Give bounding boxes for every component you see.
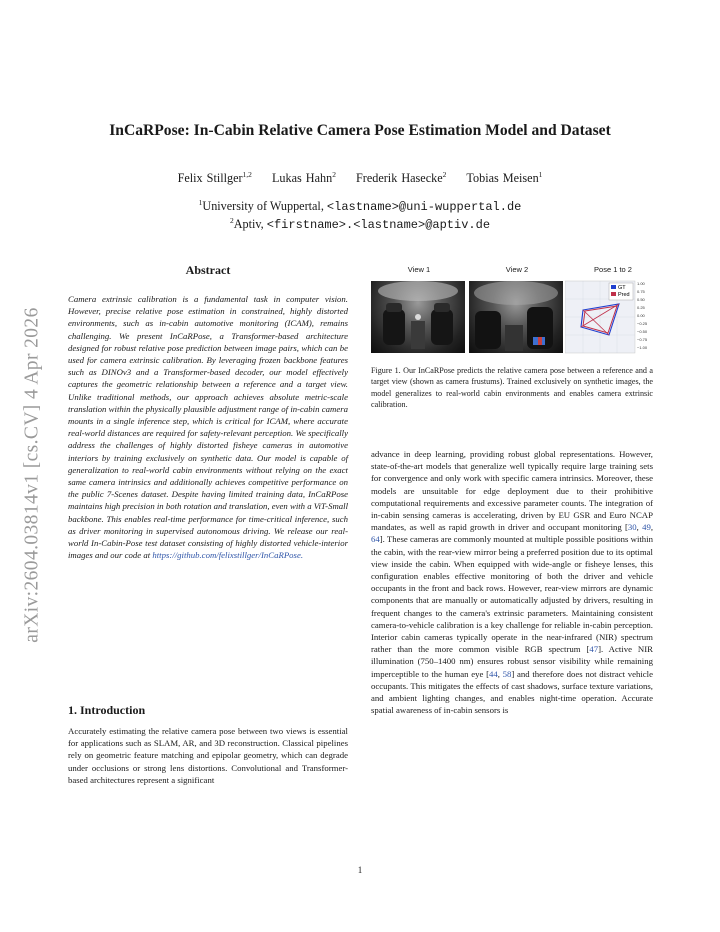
intro-text: Accurately estimating the relative camera pose between two views is essential for applications such as SLAM, AR, and 3D reconstruction. Classical pipelines rely on geometric feature matching and epipolar geometry, which can degrade under occlusions or strong lens distortions. Convolutional and Transformer-based architectures represent a significant	[68, 726, 348, 785]
author: Lukas Hahn$^2$	[271, 169, 336, 185]
affiliations	[60, 198, 660, 234]
citation[interactable]: 49	[642, 522, 651, 533]
legend-pred: Pred	[618, 292, 630, 298]
page-number: 1	[357, 865, 363, 875]
pose-plot	[565, 277, 653, 357]
citation[interactable]: 44	[489, 668, 498, 679]
affiliation: $^2$Aptiv, <firstname>.<lastname>@aptiv.de	[229, 215, 491, 232]
view2-image	[469, 281, 563, 353]
author: Frederik Hasecke$^2$	[356, 169, 447, 185]
tick-label: −0.50	[637, 329, 648, 334]
code-link[interactable]: https://github.com/felixstillger/InCaRPose.	[152, 550, 304, 561]
figure-caption: Figure 1. Our InCaRPose predicts the relative camera pose between a reference and a target view (shown as camera frustums). Trained exclusively on synthetic images, the model generalizes to real-world cabin environments and enables camera extrinsic calibration.	[371, 366, 653, 409]
tick-label: −1.00	[637, 345, 648, 350]
tick-label: 0.50	[637, 297, 645, 302]
citation[interactable]: 58	[502, 668, 512, 679]
abstract-text: Camera extrinsic calibration is a fundamental task in computer vision. However, precise relative pose estimation in constrained, highly distorted environments, such as in-cabin automotive monitoring (ICAM), remains challenging. We present InCaRPose, a Transformer-based architecture designed for robust relative pose prediction between image pairs, which can be used for camera extrinsic calibration. By leveraging frozen backbone features such as DINOv3 and a Transformer-based decoder, our model effectively captures the geometric relationship between a reference and a target view. Unlike traditional methods, our approach achieves absolute metric-scale translation within the physically plausible adjustment range of in-cabin camera mounts in a single inference step, which is critical for ICAM, where accurate real-world distances are required for safety-relevant perception. We specifically address the challenges of highly distorted fisheye cameras in automotive interiors by training exclusively on synthetic data. Our model is capable of generalization to real-world cabin environments without relying on the exact same camera intrinsics and additionally achieves competitive performance on the public 7-Scenes dataset. Despite having limited training data, InCaRPose maintains high precision in both rotation and translation, even with a ViT-Small backbone. This enables real-time performance for time-critical inference, such as driver monitoring in supervised autonomous driving. We release our real-world In-Cabin-Pose test dataset consisting of highly distorted vehicle-interior images and our code at https://github.com/felixstillger/InCaRPose.	[68, 294, 348, 561]
legend-gt-swatch	[611, 285, 616, 289]
tick-label: −0.25	[637, 321, 648, 326]
citation[interactable]: 64	[371, 534, 380, 545]
intro-heading: 1. Introduction	[68, 703, 146, 717]
legend-pred-swatch	[611, 292, 616, 296]
tick-label: 1.00	[637, 281, 645, 286]
tick-label: 0.75	[637, 289, 645, 294]
affiliation: $^1$University of Wuppertal, <lastname>@uni-wuppertal.de	[198, 197, 522, 214]
citation[interactable]: 47	[589, 644, 599, 655]
view1-image	[371, 281, 465, 353]
view2-label: View 2	[505, 265, 529, 274]
tick-label: 0.00	[637, 313, 645, 318]
author: Tobias Meisen$^1$	[466, 169, 543, 185]
intro-text-continued: advance in deep learning, providing robust global representations. However, state-of-the-art models that generalize well typically require large training sets for convergence and only work with specific camera intrinsics. Moreover, these models are unsuitable for edge deployment due to their prohibitive computational requirements and excessive parameter counts. The integration of in-cabin sensing cameras is accelerating, driven by EU GSR and Euro NCAP mandates, as well as rapid growth in driver and occupant monitoring [30, 49, 64]. These cameras are commonly mounted at multiple possible positions within the cabin, with the rear-view mirror being a preferred position due to its optimal view inside the cabin. When equipped with wide-angle or fisheye lenses, this configuration enables effective monitoring of both the driver and vehicle occupants in the front and back rows. However, rear-view mirrors are dynamic components that are manually or automatically adjusted by drivers, resulting in frequent changes to the camera's extrinsic parameters. Maintaining consistent camera-to-vehicle calibration is a key challenge for reliable in-cabin perception. Interior cabin cameras typically operate in the near-infrared (NIR) spectrum rather than the more common visible RGB spectrum [47]. Active NIR illumination (750–1400 nm) ensures robust sensor visibility while remaining imperceptible to the human eye [44, 58] and therefore does not distract vehicle occupants. This mitigates the effects of cast shadows, surface texture variations, and ambient lighting changes, and enables night-time operation. Accurate spatial awareness of in-cabin sensors is	[371, 449, 654, 716]
author: Felix Stillger$^{1,2}$	[177, 169, 252, 185]
abstract-heading: Abstract	[185, 263, 231, 277]
pose-label: Pose 1 to 2	[594, 265, 632, 274]
tick-label: −0.75	[637, 337, 648, 342]
author-list	[60, 171, 660, 186]
citation[interactable]: 30	[627, 522, 637, 533]
view1-label: View 1	[407, 265, 431, 274]
legend-gt: GT	[618, 285, 626, 291]
tick-label: 0.25	[637, 305, 645, 310]
arxiv-stamp: arXiv:2604.03814v1 [cs.CV] 4 Apr 2026	[22, 307, 43, 643]
paper-title: InCaRPose: In-Cabin Relative Camera Pose Estimation Model and Dataset	[109, 122, 611, 139]
